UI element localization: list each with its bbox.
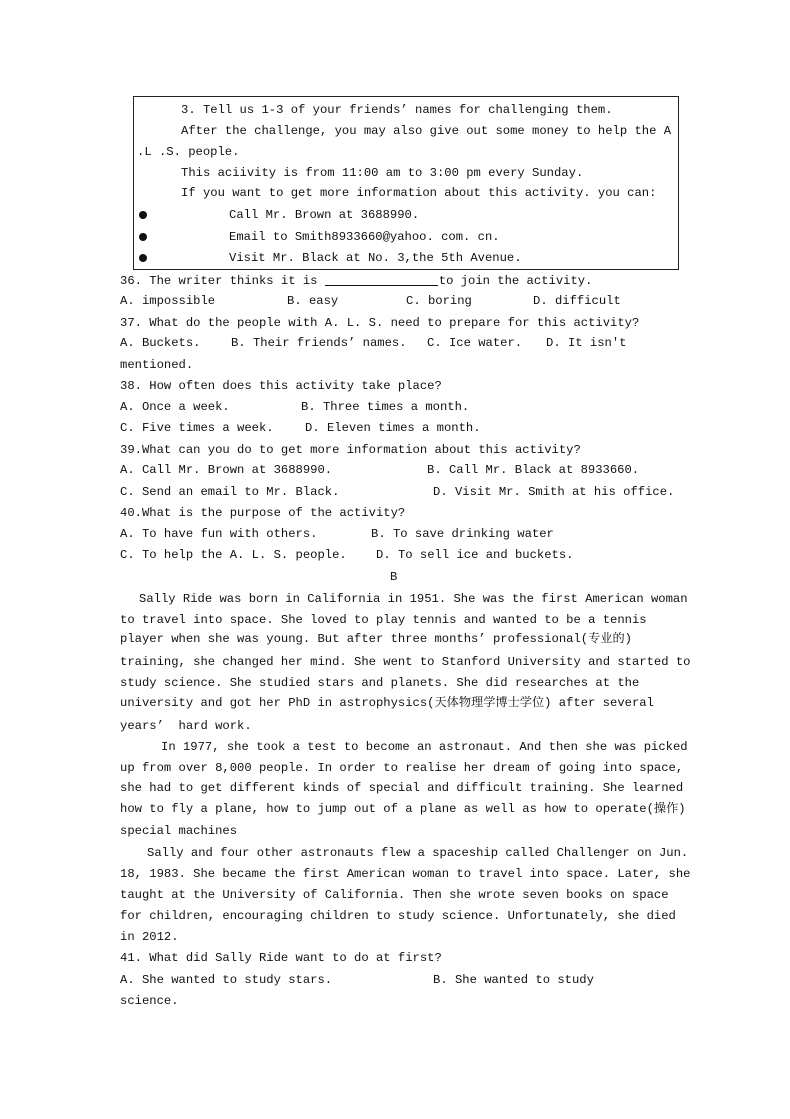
question-text: to join the activity. xyxy=(438,274,593,288)
option: D. Visit Mr. Smith at his office. xyxy=(433,485,675,499)
passage-line: Sally Ride was born in California in 1951. She was the first American woman xyxy=(139,592,688,606)
option: A. She wanted to study stars. xyxy=(120,973,333,987)
option: C. Send an email to Mr. Black. xyxy=(120,485,340,499)
option: A. Once a week. xyxy=(120,400,230,414)
question-37: 37. What do the people with A. L. S. need to prepare for this activity? xyxy=(120,316,640,330)
option-wrap: science. xyxy=(120,994,179,1008)
question-text: 36. The writer thinks it is xyxy=(120,274,325,288)
notice-line: This aciivity is from 11:00 am to 3:00 pm every Sunday. xyxy=(181,166,584,180)
passage-line: for children, encouraging children to study science. Unfortunately, she died xyxy=(120,909,676,923)
notice-line: 3. Tell us 1-3 of your friends’ names for challenging them. xyxy=(181,103,613,117)
passage-line: up from over 8,000 people. In order to realise her dream of going into space, xyxy=(120,761,684,775)
notice-line: If you want to get more information about this activity. you can: xyxy=(181,186,657,200)
option: B. Three times a month. xyxy=(301,400,470,414)
section-heading: B xyxy=(390,570,398,584)
option: D. It isn't xyxy=(546,336,627,350)
question-39: 39.What can you do to get more information about this activity? xyxy=(120,443,581,457)
option: B. Their friends’ names. xyxy=(231,336,407,350)
bullet-item: Call Mr. Brown at 3688990. xyxy=(229,208,420,222)
option: D. Eleven times a month. xyxy=(305,421,481,435)
notice-line: After the challenge, you may also give out some money to help the A xyxy=(181,124,672,138)
bullet-icon xyxy=(139,211,147,219)
option: B. To save drinking water xyxy=(371,527,554,541)
bullet-icon xyxy=(139,233,147,241)
bullet-item: Email to Smith8933660@yahoo. com. cn. xyxy=(229,230,500,244)
option: C. boring xyxy=(406,294,472,308)
option-wrap: mentioned. xyxy=(120,358,194,372)
passage-line: Sally and four other astronauts flew a spaceship called Challenger on Jun. xyxy=(147,846,689,860)
option: B. easy xyxy=(287,294,339,308)
passage-line: player when she was young. But after three months’ professional(专业的) xyxy=(120,632,632,646)
passage-line: training, she changed her mind. She went to Stanford University and started to xyxy=(120,655,691,669)
passage-line: In 1977, she took a test to become an astronaut. And then she was picked xyxy=(161,740,688,754)
passage-line: taught at the University of California. Then she wrote seven books on space xyxy=(120,888,669,902)
option: C. To help the A. L. S. people. xyxy=(120,548,347,562)
passage-line: to travel into space. She loved to play tennis and wanted to be a tennis xyxy=(120,613,647,627)
option: A. impossible xyxy=(120,294,216,308)
passage-line: university and got her PhD in astrophysics(天体物理学博士学位) after several xyxy=(120,696,654,710)
passage-line: special machines xyxy=(120,824,238,838)
passage-line: years’ hard work. xyxy=(120,719,252,733)
option: B. She wanted to study xyxy=(433,973,594,987)
answer-blank xyxy=(325,273,438,286)
passage-line: she had to get different kinds of special and difficult training. She learned xyxy=(120,781,684,795)
option: A. Call Mr. Brown at 3688990. xyxy=(120,463,333,477)
bullet-icon xyxy=(139,254,147,262)
option: A. To have fun with others. xyxy=(120,527,318,541)
option: C. Ice water. xyxy=(427,336,523,350)
passage-line: in 2012. xyxy=(120,930,179,944)
bullet-item: Visit Mr. Black at No. 3,the 5th Avenue. xyxy=(229,251,522,265)
notice-line: .L .S. people. xyxy=(137,145,240,159)
question-41: 41. What did Sally Ride want to do at first? xyxy=(120,951,442,965)
option: A. Buckets. xyxy=(120,336,201,350)
passage-line: how to fly a plane, how to jump out of a plane as well as how to operate(操作) xyxy=(120,802,686,816)
question-40: 40.What is the purpose of the activity? xyxy=(120,506,406,520)
option: D. difficult xyxy=(533,294,621,308)
passage-line: study science. She studied stars and planets. She did researches at the xyxy=(120,676,640,690)
option: D. To sell ice and buckets. xyxy=(376,548,574,562)
question-38: 38. How often does this activity take place? xyxy=(120,379,442,393)
option: B. Call Mr. Black at 8933660. xyxy=(427,463,640,477)
passage-line: 18, 1983. She became the first American woman to travel into space. Later, she xyxy=(120,867,691,881)
question-36 xyxy=(120,273,592,289)
option: C. Five times a week. xyxy=(120,421,274,435)
